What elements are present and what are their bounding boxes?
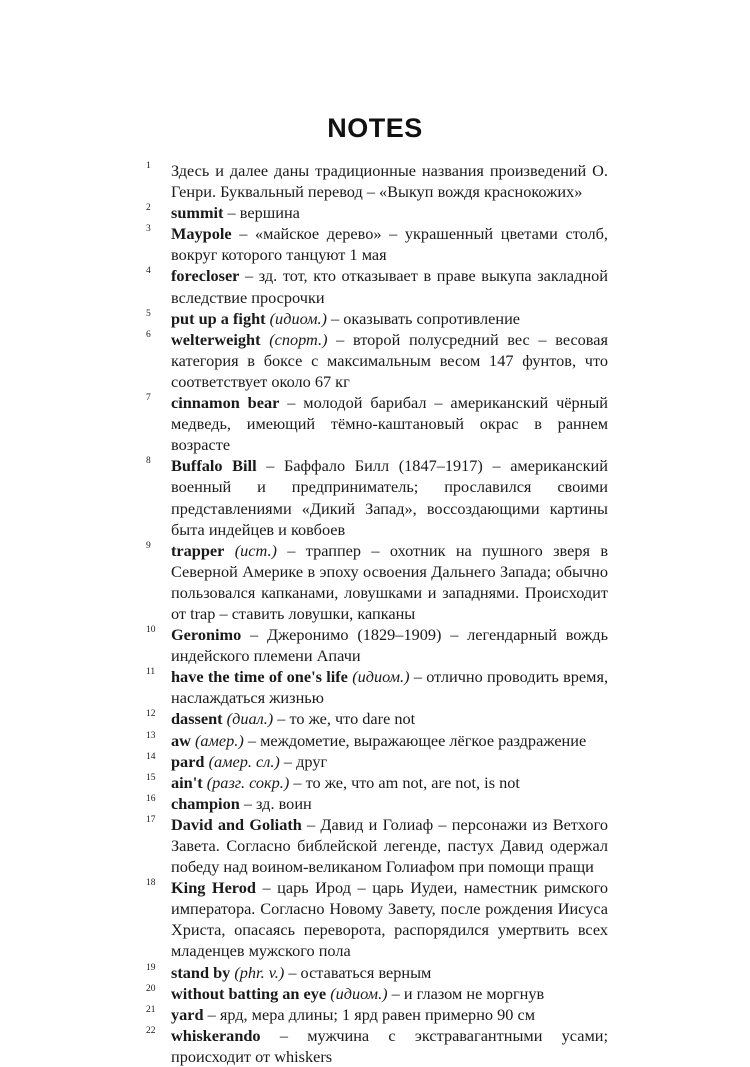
note-separator: – bbox=[279, 751, 297, 771]
note-definition: и глазом не моргнув bbox=[403, 983, 545, 1003]
note-label: (phr. v.) bbox=[234, 962, 285, 982]
note-term: cinnamon bear bbox=[171, 393, 280, 413]
note-term: David and Goliath bbox=[171, 814, 302, 834]
note-entry bbox=[146, 392, 608, 455]
note-number: 4 bbox=[146, 266, 151, 277]
note-entry bbox=[146, 624, 608, 666]
note-definition: зд. тот, кто отказывает в праве выкупа закладной вследствие просрочки bbox=[171, 266, 609, 307]
note-definition: ярд, мера длины; 1 ярд равен примерно 90 см bbox=[219, 1004, 536, 1024]
note-separator: – bbox=[260, 1025, 308, 1045]
note-entry bbox=[146, 962, 608, 983]
note-separator: – bbox=[256, 456, 284, 476]
note-separator: – bbox=[203, 1004, 220, 1024]
note-definition: мужчина с экстравагантными усами; происходит от whiskers bbox=[171, 1025, 609, 1066]
note-definition: оставаться верным bbox=[300, 962, 432, 982]
note-separator: – bbox=[243, 730, 261, 750]
note-number: 1 bbox=[146, 161, 151, 171]
note-entry bbox=[146, 877, 608, 961]
note-label: (амер. сл.) bbox=[208, 751, 280, 771]
note-number: 2 bbox=[146, 203, 151, 214]
note-term: summit bbox=[171, 203, 224, 223]
note-definition: Джеронимо (1829–1909) – легендарный вождь индейского племени Апачи bbox=[171, 625, 609, 666]
note-definition: зд. воин bbox=[256, 793, 312, 813]
note-label: (амер.) bbox=[194, 730, 244, 750]
note-term: champion bbox=[171, 793, 240, 813]
note-separator: – bbox=[223, 203, 240, 223]
note-separator: – bbox=[239, 793, 257, 813]
note-definition: междометие, выражающее лёгкое раздражение bbox=[260, 730, 587, 750]
note-definition: Здесь и далее даны традиционные названия произведений О. Генри. Буквальный перевод – «Выкуп вождя краснокожих» bbox=[171, 161, 608, 202]
note-entry bbox=[146, 751, 608, 772]
note-number: 17 bbox=[146, 814, 156, 825]
note-number: 10 bbox=[146, 625, 156, 636]
note-separator: – bbox=[326, 308, 344, 328]
notes-list bbox=[146, 160, 608, 1067]
note-entry bbox=[146, 708, 608, 729]
note-entry bbox=[146, 1004, 608, 1025]
note-definition: Баффало Билл (1847–1917) – американский военный и предприниматель; прославился своими представлениями «Дикий Запад», воссоздающими картины быта индейцев и ковбоев bbox=[171, 456, 608, 539]
note-definition: оказывать сопротивление bbox=[343, 308, 521, 328]
note-definition: Давид и Голиаф – персонажи из Ветхого Завета. Согласно библейской легенде, пастух Давид одержал победу над воином-великаном Голиафом при помощи пращи bbox=[171, 814, 608, 877]
note-entry bbox=[146, 223, 608, 265]
note-number: 5 bbox=[146, 308, 151, 319]
note-entry bbox=[146, 983, 608, 1004]
note-term: have the time of one's life bbox=[171, 667, 348, 687]
note-label: (спорт.) bbox=[269, 329, 328, 349]
note-term: whiskerando bbox=[171, 1025, 261, 1045]
note-separator: – bbox=[273, 709, 290, 729]
note-definition: второй полусредний вес – весовая категория в боксе с максимальным весом 147 фунтов, что соответствует около 67 кг bbox=[171, 329, 608, 391]
note-separator: – bbox=[279, 393, 304, 413]
note-entry bbox=[146, 329, 608, 392]
note-separator: – bbox=[255, 878, 278, 898]
note-separator: – bbox=[239, 266, 259, 286]
note-entry bbox=[146, 265, 608, 307]
note-separator: – bbox=[387, 983, 404, 1003]
note-number: 8 bbox=[146, 456, 151, 467]
note-definition: вершина bbox=[239, 203, 300, 223]
note-label: (ист.) bbox=[234, 540, 277, 560]
note-number: 11 bbox=[146, 667, 156, 678]
note-term: King Herod bbox=[171, 878, 256, 898]
note-entry bbox=[146, 1025, 608, 1067]
note-number: 13 bbox=[146, 730, 156, 741]
note-separator: – bbox=[284, 962, 301, 982]
note-label: (идиом.) bbox=[352, 667, 410, 687]
note-term: without batting an eye bbox=[171, 983, 327, 1003]
note-number: 20 bbox=[146, 983, 156, 994]
note-number: 22 bbox=[146, 1025, 156, 1036]
note-entry bbox=[146, 793, 608, 814]
note-entry bbox=[146, 540, 608, 624]
note-entry bbox=[146, 666, 608, 708]
note-definition: друг bbox=[296, 751, 328, 771]
note-definition: «майское дерево» – украшенный цветами столб, вокруг которого танцуют 1 мая bbox=[171, 224, 608, 265]
note-number: 7 bbox=[146, 393, 151, 404]
note-separator: – bbox=[301, 814, 321, 834]
note-definition: то же, что dare not bbox=[289, 709, 416, 729]
note-number: 16 bbox=[146, 793, 156, 804]
note-term: Maypole bbox=[171, 224, 232, 244]
note-number: 9 bbox=[146, 540, 151, 551]
note-term: stand by bbox=[171, 962, 231, 982]
note-term: put up a fight bbox=[171, 308, 266, 328]
note-number: 14 bbox=[146, 751, 156, 762]
note-number: 3 bbox=[146, 224, 151, 235]
note-separator: – bbox=[241, 625, 267, 645]
note-entry bbox=[146, 455, 608, 539]
note-definition: царь Ирод – царь Иудеи, наместник римского императора. Согласно Новому Завету, после рождения Иисуса Христа, опасаясь переворота, распорядился умертвить всех младенцев мужского пола bbox=[171, 878, 608, 961]
note-term: welterweight bbox=[171, 329, 261, 349]
note-separator: – bbox=[231, 224, 255, 244]
note-number: 6 bbox=[146, 329, 151, 340]
note-number: 21 bbox=[146, 1004, 156, 1015]
note-separator: – bbox=[327, 329, 353, 349]
note-entry bbox=[146, 730, 608, 751]
note-label: (идиом.) bbox=[330, 983, 388, 1003]
note-term: pard bbox=[171, 751, 205, 771]
note-label: (разг. сокр.) bbox=[206, 772, 290, 792]
note-number: 19 bbox=[146, 962, 156, 973]
note-term: trapper bbox=[171, 540, 225, 560]
note-number: 12 bbox=[146, 709, 156, 720]
note-definition: молодой барибал – американский чёрный медведь, имеющий тёмно-каштановый окрас в раннем возрасте bbox=[171, 393, 609, 455]
note-term: Buffalo Bill bbox=[171, 456, 257, 476]
note-number: 15 bbox=[146, 772, 156, 783]
note-entry bbox=[146, 202, 608, 223]
note-term: yard bbox=[171, 1004, 204, 1024]
note-definition: то же, что am not, are not, is not bbox=[305, 772, 520, 792]
page-title: NOTES bbox=[327, 113, 423, 143]
note-term: ain't bbox=[171, 772, 203, 792]
note-separator: – bbox=[276, 540, 306, 560]
note-definition: отлично проводить время, наслаждаться жизнью bbox=[171, 667, 609, 708]
note-term: aw bbox=[171, 730, 191, 750]
note-entry bbox=[146, 308, 608, 329]
note-separator: – bbox=[289, 772, 306, 792]
note-entry bbox=[146, 160, 608, 202]
note-separator: – bbox=[409, 667, 427, 687]
note-entry bbox=[146, 814, 608, 877]
note-label: (диал.) bbox=[226, 709, 274, 729]
note-term: dassent bbox=[171, 709, 223, 729]
note-definition: траппер – охотник на пушного зверя в Северной Америке в эпоху освоения Дальнего Запада; обычно пользовался капканами, ловушками и западнями. Происходит от trap – ставить ловушки, капканы bbox=[171, 540, 609, 623]
note-entry bbox=[146, 772, 608, 793]
note-term: Geronimo bbox=[171, 625, 242, 645]
note-number: 18 bbox=[146, 878, 156, 889]
note-term: forecloser bbox=[171, 266, 240, 286]
note-label: (идиом.) bbox=[269, 308, 327, 328]
